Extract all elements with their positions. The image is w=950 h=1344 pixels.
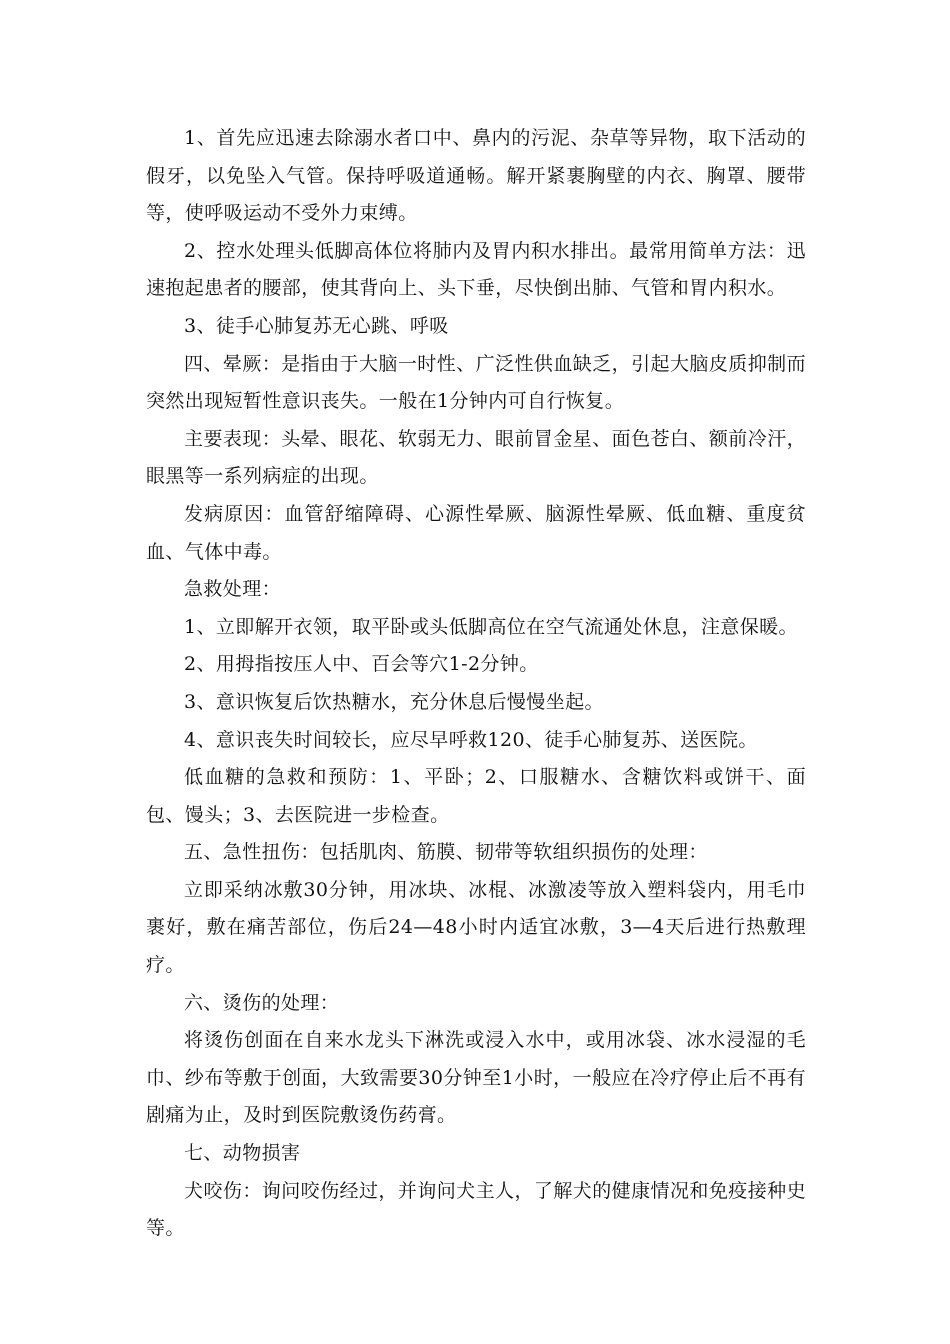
section-heading-burn: 六、烫伤的处理： xyxy=(184,991,340,1014)
paragraph: 急救处理： xyxy=(184,578,282,601)
section-heading-sprain: 五、急性扭伤：包括肌肉、筋膜、韧带等软组织损伤的处理： xyxy=(184,841,708,864)
paragraph: 1、立即解开衣领，取平卧或头低脚高位在空气流通处休息，注意保暖。 xyxy=(184,615,798,638)
paragraph: 2、用拇指按压人中、百会等穴1-2分钟。 xyxy=(184,653,539,676)
paragraph: 4、意识丧失时间较长，应尽早呼救120、徒手心肺复苏、送医院。 xyxy=(184,728,758,751)
document-body xyxy=(146,120,806,1248)
paragraph: 3、徒手心肺复苏无心跳、呼吸 xyxy=(184,314,449,337)
section-heading-syncope: 四、晕厥：是指由于大脑一时性、广泛性供血缺乏，引起大脑皮质抑制而突然出现短暂性意识丧失。一般在1分钟内可自行恢复。 xyxy=(146,352,806,413)
paragraph: 立即采纳冰敷30分钟，用冰块、冰棍、冰激凌等放入塑料袋内，用毛巾裹好，敷在痛苦部位，伤后24—48小时内适宜冰敷，3—4天后进行热敷理疗。 xyxy=(146,878,806,977)
section-heading-animal-injury: 七、动物损害 xyxy=(184,1142,301,1165)
paragraph: 主要表现：头晕、眼花、软弱无力、眼前冒金星、面色苍白、额前冷汗，眼黑等一系列病症的出现。 xyxy=(146,427,806,488)
paragraph: 1、首先应迅速去除溺水者口中、鼻内的污泥、杂草等异物，取下活动的假牙，以免坠入气管。保持呼吸道通畅。解开紧裹胸壁的内衣、胸罩、腰带等，使呼吸运动不受外力束缚。 xyxy=(146,127,806,225)
paragraph: 将烫伤创面在自来水龙头下淋洗或浸入水中，或用冰袋、冰水浸湿的毛巾、纱布等敷于创面，大致需要30分钟至1小时，一般应在冷疗停止后不再有剧痛为止，及时到医院敷烫伤药膏。 xyxy=(146,1029,806,1127)
paragraph: 3、意识恢复后饮热糖水，充分休息后慢慢坐起。 xyxy=(184,690,604,713)
paragraph: 2、控水处理头低脚高体位将肺内及胃内积水排出。最常用简单方法：迅速抱起患者的腰部，使其背向上、头下垂，尽快倒出肺、气管和胃内积水。 xyxy=(146,239,806,300)
paragraph: 低血糖的急救和预防：1、平卧；2、口服糖水、含糖饮料或饼干、面包、馒头；3、去医院进一步检查。 xyxy=(146,766,806,826)
paragraph: 发病原因：血管舒缩障碍、心源性晕厥、脑源性晕厥、低血糖、重度贫血、气体中毒。 xyxy=(146,502,806,563)
paragraph: 犬咬伤：询问咬伤经过，并询问犬主人，了解犬的健康情况和免疫接种史等。 xyxy=(146,1179,806,1240)
